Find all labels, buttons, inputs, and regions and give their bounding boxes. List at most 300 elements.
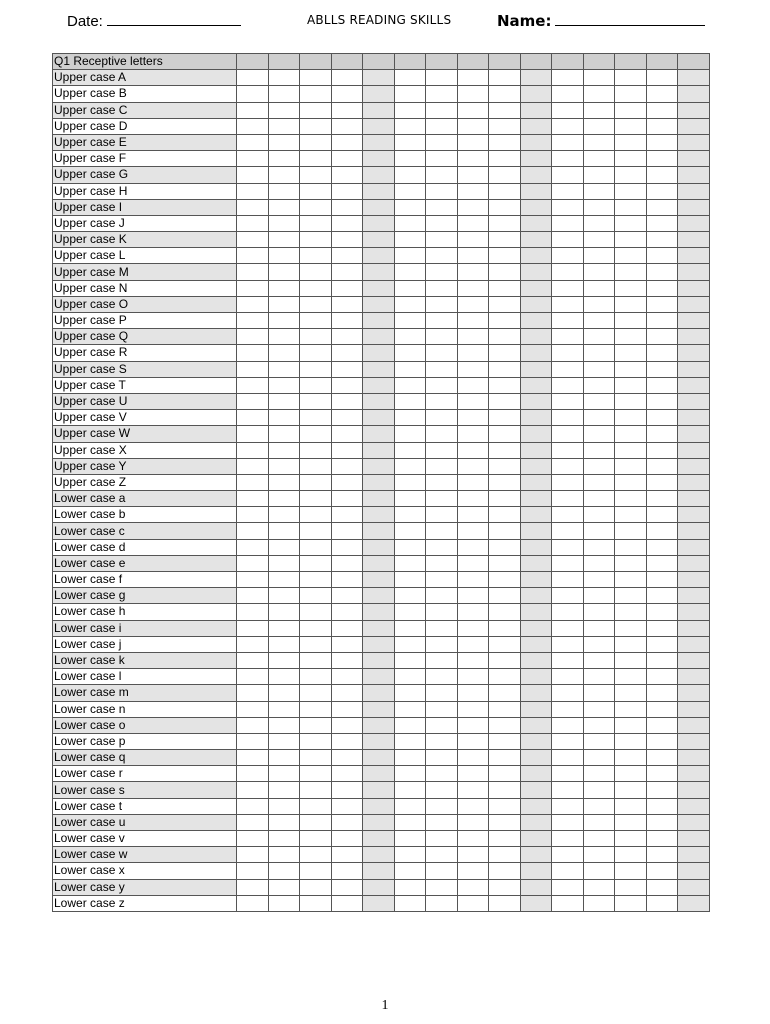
score-cell[interactable] (615, 248, 647, 264)
score-cell[interactable] (646, 232, 678, 248)
score-cell[interactable] (237, 264, 269, 280)
score-cell[interactable] (583, 54, 615, 70)
score-cell[interactable] (615, 782, 647, 798)
score-cell[interactable] (363, 313, 395, 329)
score-cell[interactable] (520, 183, 552, 199)
score-cell[interactable] (457, 232, 489, 248)
score-cell[interactable] (678, 814, 710, 830)
score-cell[interactable] (583, 620, 615, 636)
score-cell[interactable] (331, 426, 363, 442)
score-cell[interactable] (583, 329, 615, 345)
score-cell[interactable] (457, 847, 489, 863)
score-cell[interactable] (646, 134, 678, 150)
score-cell[interactable] (520, 329, 552, 345)
score-cell[interactable] (583, 685, 615, 701)
score-cell[interactable] (394, 847, 426, 863)
score-cell[interactable] (457, 54, 489, 70)
score-cell[interactable] (489, 232, 521, 248)
score-cell[interactable] (457, 151, 489, 167)
score-cell[interactable] (552, 151, 584, 167)
score-cell[interactable] (646, 572, 678, 588)
score-cell[interactable] (268, 232, 300, 248)
score-cell[interactable] (615, 669, 647, 685)
score-cell[interactable] (489, 750, 521, 766)
score-cell[interactable] (583, 442, 615, 458)
score-cell[interactable] (457, 766, 489, 782)
score-cell[interactable] (394, 474, 426, 490)
score-cell[interactable] (237, 766, 269, 782)
score-cell[interactable] (615, 863, 647, 879)
score-cell[interactable] (426, 895, 458, 911)
score-cell[interactable] (552, 588, 584, 604)
score-cell[interactable] (552, 248, 584, 264)
score-cell[interactable] (583, 248, 615, 264)
score-cell[interactable] (268, 701, 300, 717)
score-cell[interactable] (394, 264, 426, 280)
score-cell[interactable] (300, 458, 332, 474)
score-cell[interactable] (426, 474, 458, 490)
score-cell[interactable] (268, 572, 300, 588)
score-cell[interactable] (646, 750, 678, 766)
score-cell[interactable] (583, 555, 615, 571)
score-cell[interactable] (552, 847, 584, 863)
score-cell[interactable] (646, 345, 678, 361)
score-cell[interactable] (331, 636, 363, 652)
score-cell[interactable] (300, 199, 332, 215)
score-cell[interactable] (426, 151, 458, 167)
score-cell[interactable] (489, 86, 521, 102)
score-cell[interactable] (615, 167, 647, 183)
score-cell[interactable] (363, 895, 395, 911)
score-cell[interactable] (646, 895, 678, 911)
score-cell[interactable] (678, 70, 710, 86)
score-cell[interactable] (552, 782, 584, 798)
score-cell[interactable] (394, 863, 426, 879)
score-cell[interactable] (363, 458, 395, 474)
score-cell[interactable] (457, 377, 489, 393)
score-cell[interactable] (552, 474, 584, 490)
score-cell[interactable] (394, 345, 426, 361)
score-cell[interactable] (583, 604, 615, 620)
score-cell[interactable] (615, 458, 647, 474)
score-cell[interactable] (457, 70, 489, 86)
score-cell[interactable] (457, 572, 489, 588)
score-cell[interactable] (520, 151, 552, 167)
score-cell[interactable] (300, 895, 332, 911)
score-cell[interactable] (646, 86, 678, 102)
score-cell[interactable] (394, 701, 426, 717)
score-cell[interactable] (520, 782, 552, 798)
score-cell[interactable] (678, 701, 710, 717)
score-cell[interactable] (583, 86, 615, 102)
score-cell[interactable] (583, 199, 615, 215)
score-cell[interactable] (615, 86, 647, 102)
score-cell[interactable] (331, 523, 363, 539)
score-cell[interactable] (268, 847, 300, 863)
score-cell[interactable] (426, 361, 458, 377)
score-cell[interactable] (678, 831, 710, 847)
score-cell[interactable] (457, 733, 489, 749)
score-cell[interactable] (583, 474, 615, 490)
score-cell[interactable] (489, 474, 521, 490)
score-cell[interactable] (300, 782, 332, 798)
score-cell[interactable] (363, 442, 395, 458)
score-cell[interactable] (331, 70, 363, 86)
score-cell[interactable] (331, 167, 363, 183)
score-cell[interactable] (426, 345, 458, 361)
score-cell[interactable] (552, 426, 584, 442)
score-cell[interactable] (489, 539, 521, 555)
score-cell[interactable] (331, 782, 363, 798)
score-cell[interactable] (268, 717, 300, 733)
score-cell[interactable] (583, 151, 615, 167)
score-cell[interactable] (552, 102, 584, 118)
score-cell[interactable] (457, 215, 489, 231)
score-cell[interactable] (426, 701, 458, 717)
score-cell[interactable] (615, 879, 647, 895)
score-cell[interactable] (646, 199, 678, 215)
score-cell[interactable] (394, 685, 426, 701)
score-cell[interactable] (331, 118, 363, 134)
score-cell[interactable] (394, 782, 426, 798)
score-cell[interactable] (237, 393, 269, 409)
score-cell[interactable] (457, 555, 489, 571)
score-cell[interactable] (268, 620, 300, 636)
score-cell[interactable] (489, 361, 521, 377)
score-cell[interactable] (678, 442, 710, 458)
score-cell[interactable] (678, 426, 710, 442)
score-cell[interactable] (583, 750, 615, 766)
score-cell[interactable] (678, 232, 710, 248)
score-cell[interactable] (268, 313, 300, 329)
score-cell[interactable] (489, 701, 521, 717)
score-cell[interactable] (300, 183, 332, 199)
score-cell[interactable] (646, 54, 678, 70)
score-cell[interactable] (394, 70, 426, 86)
score-cell[interactable] (489, 588, 521, 604)
score-cell[interactable] (646, 766, 678, 782)
score-cell[interactable] (426, 879, 458, 895)
score-cell[interactable] (489, 377, 521, 393)
score-cell[interactable] (520, 377, 552, 393)
score-cell[interactable] (426, 54, 458, 70)
score-cell[interactable] (489, 345, 521, 361)
score-cell[interactable] (489, 652, 521, 668)
score-cell[interactable] (363, 798, 395, 814)
score-cell[interactable] (583, 345, 615, 361)
score-cell[interactable] (646, 523, 678, 539)
score-cell[interactable] (457, 491, 489, 507)
score-cell[interactable] (426, 814, 458, 830)
score-cell[interactable] (237, 151, 269, 167)
score-cell[interactable] (552, 329, 584, 345)
score-cell[interactable] (363, 766, 395, 782)
score-cell[interactable] (300, 345, 332, 361)
score-cell[interactable] (237, 86, 269, 102)
score-cell[interactable] (268, 588, 300, 604)
score-cell[interactable] (394, 879, 426, 895)
score-cell[interactable] (457, 134, 489, 150)
score-cell[interactable] (363, 167, 395, 183)
score-cell[interactable] (363, 588, 395, 604)
score-cell[interactable] (520, 264, 552, 280)
score-cell[interactable] (615, 410, 647, 426)
score-cell[interactable] (363, 879, 395, 895)
score-cell[interactable] (300, 474, 332, 490)
score-cell[interactable] (678, 669, 710, 685)
score-cell[interactable] (615, 118, 647, 134)
score-cell[interactable] (331, 588, 363, 604)
score-cell[interactable] (268, 766, 300, 782)
score-cell[interactable] (520, 523, 552, 539)
score-cell[interactable] (426, 717, 458, 733)
score-cell[interactable] (331, 329, 363, 345)
score-cell[interactable] (646, 151, 678, 167)
score-cell[interactable] (457, 345, 489, 361)
score-cell[interactable] (583, 134, 615, 150)
score-cell[interactable] (615, 620, 647, 636)
score-cell[interactable] (615, 847, 647, 863)
score-cell[interactable] (552, 652, 584, 668)
score-cell[interactable] (426, 232, 458, 248)
score-cell[interactable] (237, 313, 269, 329)
score-cell[interactable] (268, 151, 300, 167)
score-cell[interactable] (426, 604, 458, 620)
score-cell[interactable] (552, 54, 584, 70)
score-cell[interactable] (646, 361, 678, 377)
score-cell[interactable] (426, 329, 458, 345)
score-cell[interactable] (300, 588, 332, 604)
score-cell[interactable] (300, 717, 332, 733)
score-cell[interactable] (520, 879, 552, 895)
score-cell[interactable] (678, 118, 710, 134)
score-cell[interactable] (426, 555, 458, 571)
score-cell[interactable] (237, 54, 269, 70)
score-cell[interactable] (394, 588, 426, 604)
score-cell[interactable] (363, 329, 395, 345)
score-cell[interactable] (520, 167, 552, 183)
score-cell[interactable] (552, 636, 584, 652)
score-cell[interactable] (489, 280, 521, 296)
score-cell[interactable] (331, 474, 363, 490)
score-cell[interactable] (394, 572, 426, 588)
score-cell[interactable] (678, 523, 710, 539)
score-cell[interactable] (237, 798, 269, 814)
score-cell[interactable] (237, 895, 269, 911)
score-cell[interactable] (363, 345, 395, 361)
score-cell[interactable] (520, 232, 552, 248)
score-cell[interactable] (363, 685, 395, 701)
score-cell[interactable] (646, 701, 678, 717)
score-cell[interactable] (394, 54, 426, 70)
score-cell[interactable] (520, 636, 552, 652)
score-cell[interactable] (426, 588, 458, 604)
score-cell[interactable] (331, 863, 363, 879)
score-cell[interactable] (237, 701, 269, 717)
score-cell[interactable] (300, 264, 332, 280)
score-cell[interactable] (552, 879, 584, 895)
score-cell[interactable] (268, 248, 300, 264)
score-cell[interactable] (678, 555, 710, 571)
score-cell[interactable] (300, 329, 332, 345)
score-cell[interactable] (363, 410, 395, 426)
score-cell[interactable] (426, 442, 458, 458)
score-cell[interactable] (426, 847, 458, 863)
score-cell[interactable] (394, 523, 426, 539)
score-cell[interactable] (489, 296, 521, 312)
score-cell[interactable] (583, 361, 615, 377)
score-cell[interactable] (552, 232, 584, 248)
score-cell[interactable] (300, 831, 332, 847)
score-cell[interactable] (489, 118, 521, 134)
score-cell[interactable] (457, 426, 489, 442)
score-cell[interactable] (331, 280, 363, 296)
score-cell[interactable] (583, 118, 615, 134)
score-cell[interactable] (331, 361, 363, 377)
score-cell[interactable] (363, 572, 395, 588)
score-cell[interactable] (489, 491, 521, 507)
score-cell[interactable] (426, 766, 458, 782)
score-cell[interactable] (583, 798, 615, 814)
score-cell[interactable] (331, 458, 363, 474)
score-cell[interactable] (615, 70, 647, 86)
score-cell[interactable] (552, 296, 584, 312)
score-cell[interactable] (615, 555, 647, 571)
score-cell[interactable] (520, 215, 552, 231)
score-cell[interactable] (268, 523, 300, 539)
score-cell[interactable] (583, 377, 615, 393)
score-cell[interactable] (457, 863, 489, 879)
score-cell[interactable] (646, 442, 678, 458)
score-cell[interactable] (489, 895, 521, 911)
score-cell[interactable] (394, 620, 426, 636)
score-cell[interactable] (457, 782, 489, 798)
score-cell[interactable] (615, 442, 647, 458)
score-cell[interactable] (646, 491, 678, 507)
score-cell[interactable] (363, 54, 395, 70)
score-cell[interactable] (394, 329, 426, 345)
score-cell[interactable] (268, 70, 300, 86)
score-cell[interactable] (426, 426, 458, 442)
score-cell[interactable] (552, 167, 584, 183)
score-cell[interactable] (457, 167, 489, 183)
score-cell[interactable] (489, 685, 521, 701)
score-cell[interactable] (268, 895, 300, 911)
score-cell[interactable] (678, 895, 710, 911)
score-cell[interactable] (394, 296, 426, 312)
score-cell[interactable] (457, 636, 489, 652)
score-cell[interactable] (331, 798, 363, 814)
score-cell[interactable] (363, 134, 395, 150)
score-cell[interactable] (615, 345, 647, 361)
score-cell[interactable] (583, 895, 615, 911)
score-cell[interactable] (520, 847, 552, 863)
score-cell[interactable] (646, 377, 678, 393)
score-cell[interactable] (520, 766, 552, 782)
score-cell[interactable] (300, 750, 332, 766)
score-cell[interactable] (363, 863, 395, 879)
score-cell[interactable] (300, 766, 332, 782)
score-cell[interactable] (615, 539, 647, 555)
score-cell[interactable] (678, 361, 710, 377)
score-cell[interactable] (615, 507, 647, 523)
score-cell[interactable] (678, 847, 710, 863)
score-cell[interactable] (489, 134, 521, 150)
score-cell[interactable] (615, 151, 647, 167)
score-cell[interactable] (678, 393, 710, 409)
score-cell[interactable] (426, 798, 458, 814)
score-cell[interactable] (520, 86, 552, 102)
score-cell[interactable] (583, 313, 615, 329)
score-cell[interactable] (489, 313, 521, 329)
score-cell[interactable] (300, 134, 332, 150)
score-cell[interactable] (237, 118, 269, 134)
score-cell[interactable] (237, 345, 269, 361)
score-cell[interactable] (552, 814, 584, 830)
score-cell[interactable] (268, 183, 300, 199)
score-cell[interactable] (457, 652, 489, 668)
score-cell[interactable] (363, 507, 395, 523)
score-cell[interactable] (457, 442, 489, 458)
score-cell[interactable] (457, 750, 489, 766)
score-cell[interactable] (237, 507, 269, 523)
score-cell[interactable] (457, 831, 489, 847)
score-cell[interactable] (394, 199, 426, 215)
score-cell[interactable] (489, 54, 521, 70)
score-cell[interactable] (394, 442, 426, 458)
score-cell[interactable] (552, 377, 584, 393)
score-cell[interactable] (457, 329, 489, 345)
score-cell[interactable] (237, 458, 269, 474)
score-cell[interactable] (268, 782, 300, 798)
score-cell[interactable] (237, 248, 269, 264)
score-cell[interactable] (331, 264, 363, 280)
score-cell[interactable] (426, 70, 458, 86)
score-cell[interactable] (237, 361, 269, 377)
score-cell[interactable] (678, 345, 710, 361)
score-cell[interactable] (363, 717, 395, 733)
score-cell[interactable] (583, 539, 615, 555)
score-cell[interactable] (678, 588, 710, 604)
score-cell[interactable] (363, 652, 395, 668)
score-cell[interactable] (331, 442, 363, 458)
score-cell[interactable] (237, 879, 269, 895)
score-cell[interactable] (457, 296, 489, 312)
score-cell[interactable] (552, 134, 584, 150)
score-cell[interactable] (552, 701, 584, 717)
score-cell[interactable] (457, 523, 489, 539)
score-cell[interactable] (426, 102, 458, 118)
score-cell[interactable] (363, 733, 395, 749)
score-cell[interactable] (426, 507, 458, 523)
score-cell[interactable] (394, 313, 426, 329)
score-cell[interactable] (552, 361, 584, 377)
score-cell[interactable] (552, 895, 584, 911)
score-cell[interactable] (583, 426, 615, 442)
score-cell[interactable] (363, 248, 395, 264)
score-cell[interactable] (426, 636, 458, 652)
score-cell[interactable] (489, 102, 521, 118)
score-cell[interactable] (331, 766, 363, 782)
score-cell[interactable] (646, 588, 678, 604)
score-cell[interactable] (489, 604, 521, 620)
score-cell[interactable] (583, 458, 615, 474)
score-cell[interactable] (678, 377, 710, 393)
score-cell[interactable] (646, 685, 678, 701)
score-cell[interactable] (646, 329, 678, 345)
score-cell[interactable] (520, 539, 552, 555)
score-cell[interactable] (583, 814, 615, 830)
